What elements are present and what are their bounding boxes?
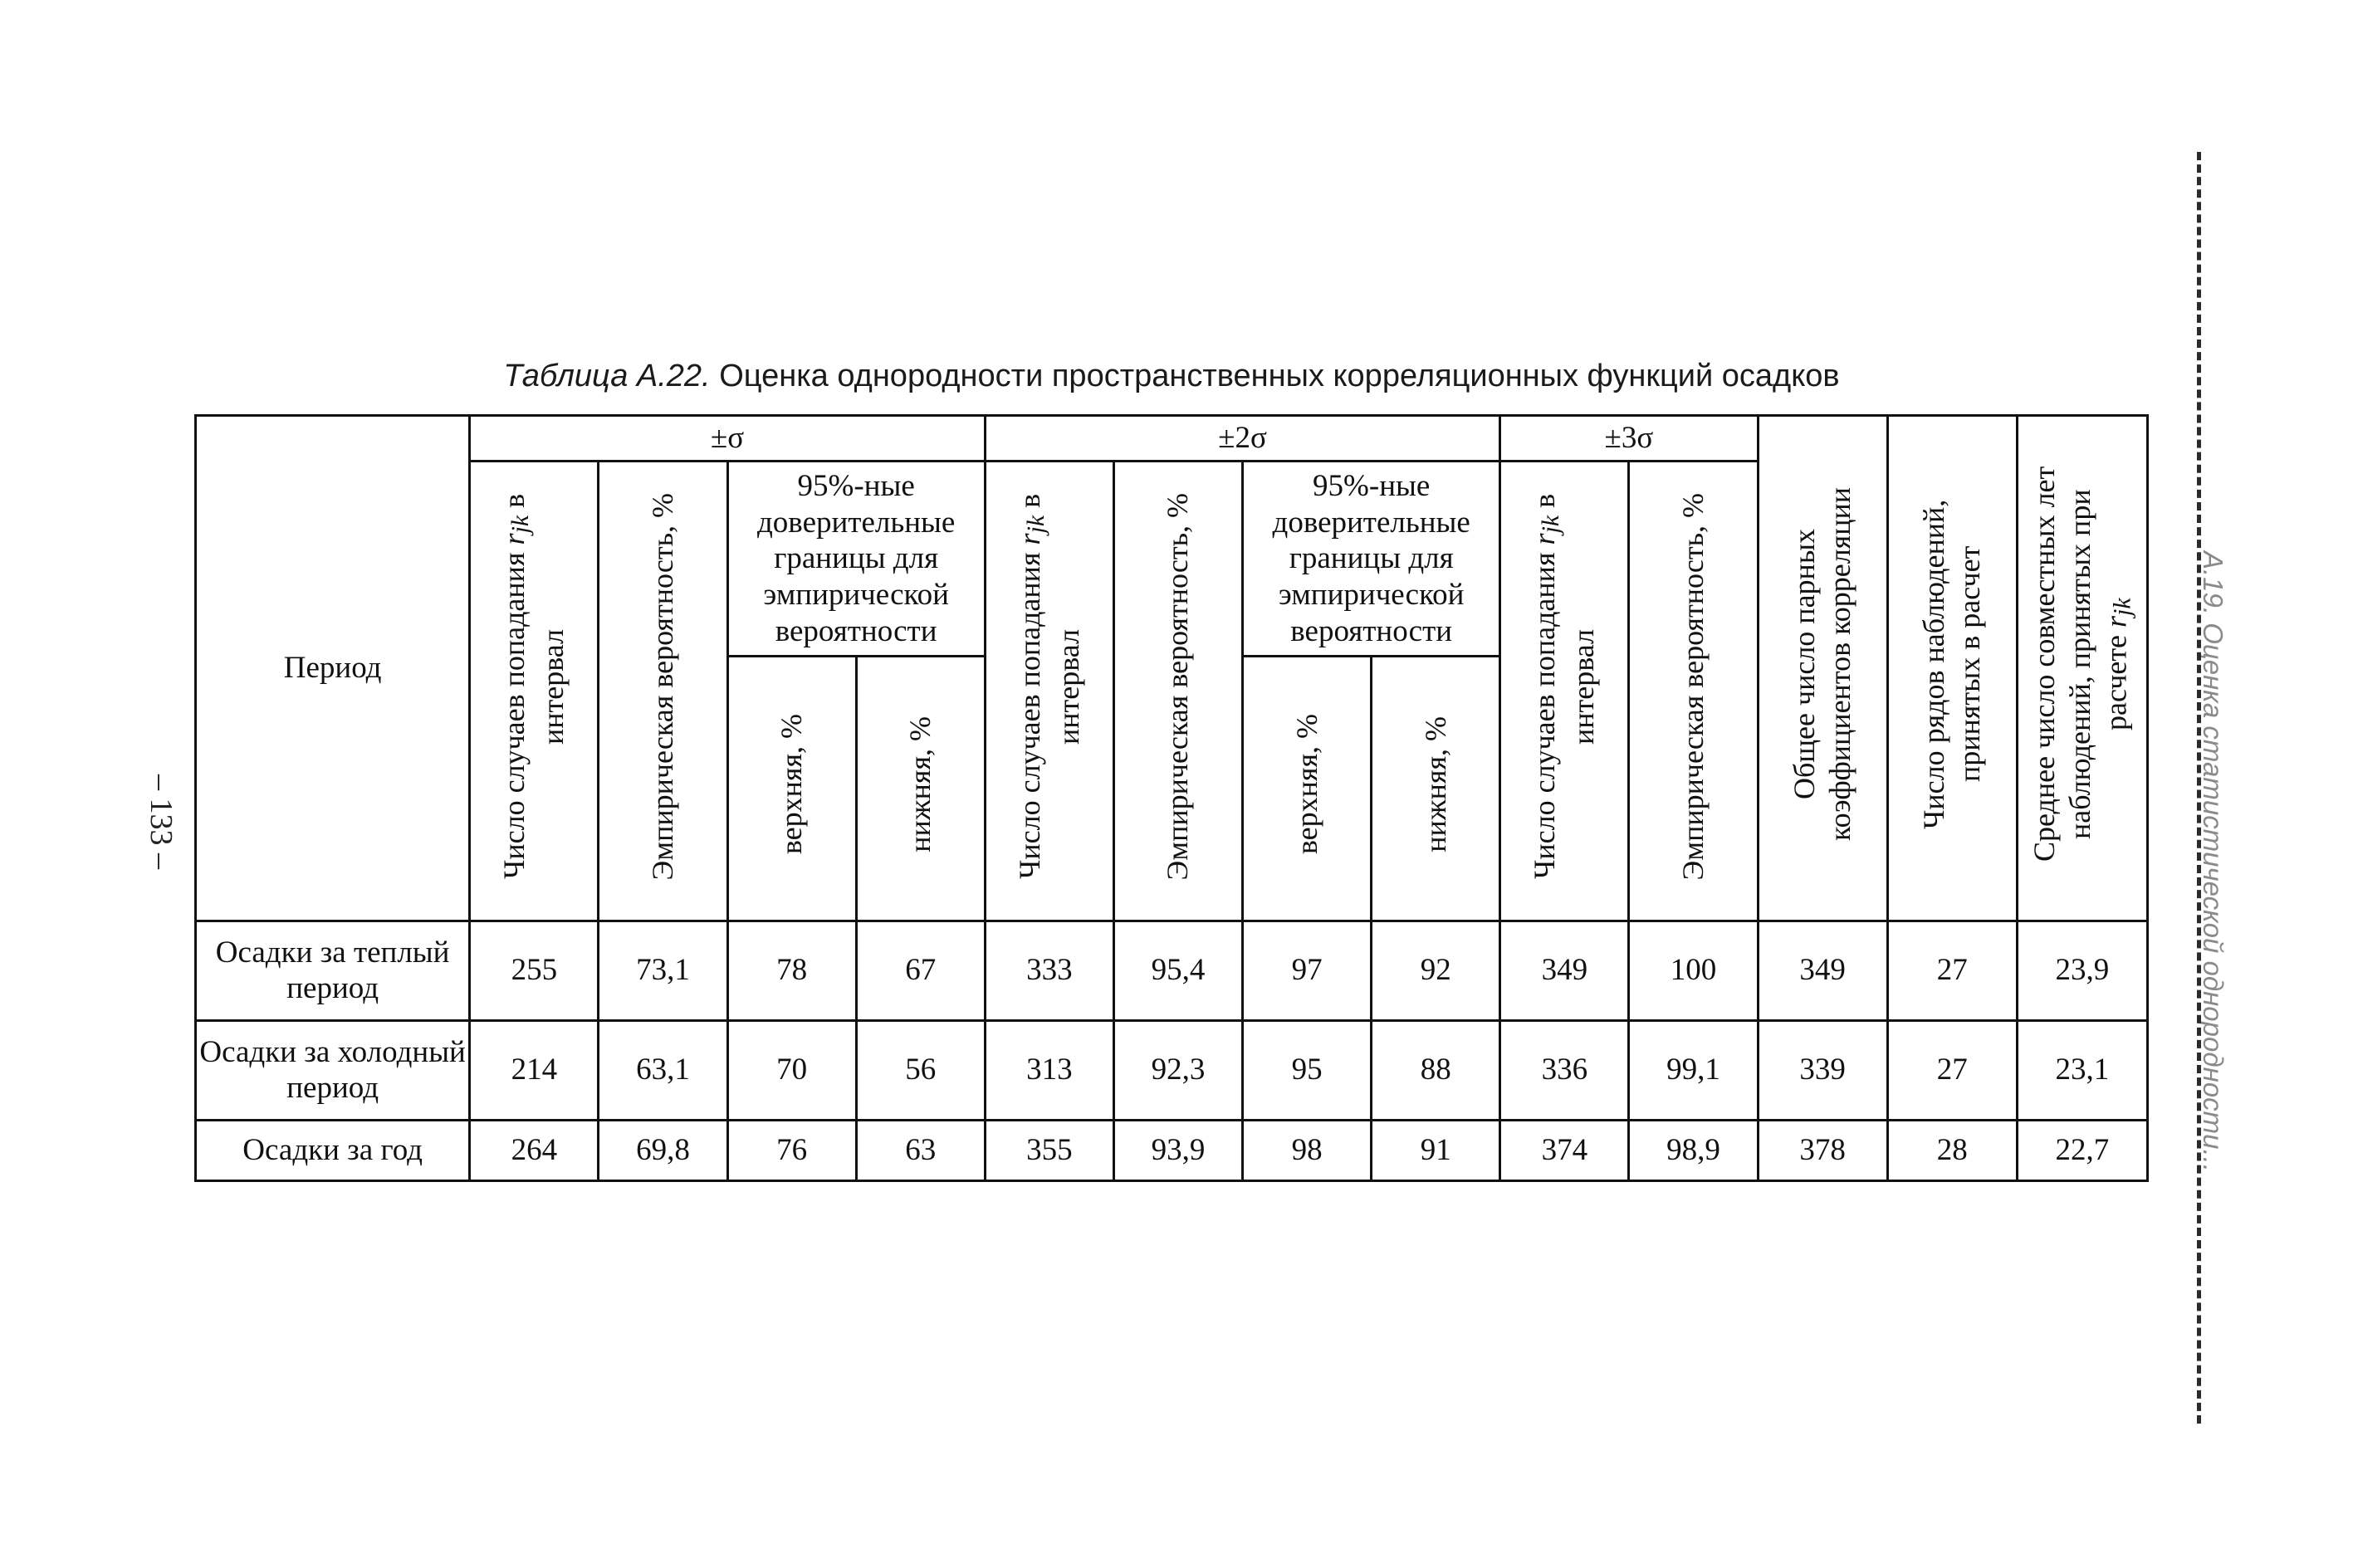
- count-prefix: Число случаев попадания: [1012, 552, 1046, 880]
- table-cell: 63: [856, 1120, 985, 1180]
- table-cell: 264: [470, 1120, 599, 1180]
- var-r: r: [497, 533, 531, 545]
- count-header-1sigma: [470, 462, 599, 921]
- table-cell: 97: [1243, 921, 1372, 1020]
- table-cell: 69,8: [599, 1120, 727, 1180]
- table-cell: 22,7: [2017, 1120, 2147, 1180]
- table-row: [196, 1020, 2148, 1120]
- group-header-2sigma: ±2σ: [985, 416, 1500, 462]
- table-cell: 27: [1887, 1020, 2017, 1120]
- period-cell: Осадки за холодный период: [196, 1020, 470, 1120]
- table-cell: 23,9: [2017, 921, 2147, 1020]
- upper-label: верхняя, %: [1289, 714, 1323, 855]
- emp-prob-label: Эмпирическая вероятность, %: [1161, 492, 1195, 881]
- emp-prob-label: Эмпирическая вероятность, %: [1675, 492, 1710, 881]
- lower-label: нижняя, %: [903, 716, 937, 852]
- var-sub: jk: [1537, 515, 1565, 534]
- group-header-3sigma: ±3σ: [1500, 416, 1758, 462]
- count-prefix: Число случаев попадания: [497, 552, 531, 880]
- page-number: – 133 –: [144, 774, 179, 869]
- table-cell: 28: [1887, 1120, 2017, 1180]
- count-suffix: в интервал: [1012, 493, 1085, 745]
- table-cell: 313: [985, 1020, 1113, 1120]
- period-cell: Осадки за год: [196, 1120, 470, 1180]
- var-r: r: [1528, 533, 1562, 545]
- table-cell: 349: [1758, 921, 1887, 1020]
- count-prefix: Число случаев попадания: [1528, 552, 1562, 880]
- total-pairs-header: [1758, 416, 1887, 921]
- conf-header-1sigma: 95%-ные доверительные границы для эмпирической вероятности: [727, 462, 985, 657]
- table-cell: 98: [1243, 1120, 1372, 1180]
- running-header: А.19. Оценка статистической однородности...: [2198, 551, 2228, 1172]
- table-cell: 378: [1758, 1120, 1887, 1180]
- table-cell: 63,1: [599, 1020, 727, 1120]
- group-header-1sigma: ±σ: [470, 416, 986, 462]
- table-cell: 99,1: [1629, 1020, 1758, 1120]
- period-header: Период: [196, 416, 470, 921]
- count-header-2sigma: [985, 462, 1113, 921]
- table-cell: 92: [1372, 921, 1500, 1020]
- emp-prob-label: Эмпирическая вероятность, %: [645, 492, 679, 881]
- table-cell: 349: [1500, 921, 1629, 1020]
- count-label: [1527, 462, 1602, 911]
- table-cell: 100: [1629, 921, 1758, 1020]
- table-cell: 73,1: [599, 921, 727, 1020]
- table-cell: 76: [727, 1120, 856, 1180]
- lower-header-2sigma: [1372, 657, 1500, 921]
- table-cell: 333: [985, 921, 1113, 1020]
- upper-header-2sigma: [1243, 657, 1372, 921]
- lower-label: нижняя, %: [1418, 716, 1452, 852]
- series-count-label: Число рядов наблюдений, принятых в расчет: [1917, 498, 1987, 829]
- table-cell: 339: [1758, 1020, 1887, 1120]
- conf-header-2sigma: 95%-ные доверительные границы для эмпирической вероятности: [1243, 462, 1500, 657]
- prob-header-3sigma: [1629, 462, 1758, 921]
- avg-years-header: [2017, 416, 2147, 921]
- count-label: [497, 462, 571, 911]
- avg-years-text: Среднее число совместных лет наблюдений, принятых при расчете: [2028, 466, 2133, 862]
- series-count-header: [1887, 416, 2017, 921]
- table-cell: 255: [470, 921, 599, 1020]
- caption-label: Таблица А.22.: [503, 359, 711, 393]
- table-cell: 91: [1372, 1120, 1500, 1180]
- homogeneity-table: [194, 414, 2149, 1182]
- table-cell: 355: [985, 1120, 1113, 1180]
- table-cell: 374: [1500, 1120, 1629, 1180]
- var-r: r: [1012, 533, 1046, 545]
- table-cell: 336: [1500, 1020, 1629, 1120]
- table-cell: 92,3: [1113, 1020, 1242, 1120]
- dashed-cut-line: [2197, 152, 2201, 1424]
- upper-header-1sigma: [727, 657, 856, 921]
- lower-header-1sigma: [856, 657, 985, 921]
- table-row: [196, 1120, 2148, 1180]
- var-r: r: [2099, 615, 2133, 628]
- var-sub: jk: [1021, 515, 1049, 534]
- count-suffix: в интервал: [1528, 493, 1601, 745]
- var-sub: jk: [506, 515, 535, 534]
- period-cell: Осадки за теплый период: [196, 921, 470, 1020]
- count-header-3sigma: [1500, 462, 1629, 921]
- table-cell: 88: [1372, 1020, 1500, 1120]
- table-cell: 78: [727, 921, 856, 1020]
- table-cell: 98,9: [1629, 1120, 1758, 1180]
- caption-text: Оценка однородности пространственных корреляционных функций осадков: [719, 359, 1840, 393]
- total-pairs-label: Общее число парных коэффициентов корреляции: [1787, 486, 1857, 841]
- table-cell: 23,1: [2017, 1020, 2147, 1120]
- table-cell: 93,9: [1113, 1120, 1242, 1180]
- prob-header-1sigma: [599, 462, 727, 921]
- count-label: [1012, 462, 1087, 911]
- var-sub: jk: [2108, 597, 2136, 616]
- prob-header-2sigma: [1113, 462, 1242, 921]
- avg-years-label: [2027, 440, 2138, 888]
- table-cell: 95: [1243, 1020, 1372, 1120]
- count-suffix: в интервал: [497, 493, 570, 745]
- upper-label: верхняя, %: [774, 714, 808, 855]
- table-cell: 95,4: [1113, 921, 1242, 1020]
- table-cell: 27: [1887, 921, 2017, 1020]
- table-caption: [194, 359, 2149, 394]
- table-row: [196, 921, 2148, 1020]
- table-cell: 70: [727, 1020, 856, 1120]
- table-cell: 67: [856, 921, 985, 1020]
- table-cell: 56: [856, 1020, 985, 1120]
- table-cell: 214: [470, 1020, 599, 1120]
